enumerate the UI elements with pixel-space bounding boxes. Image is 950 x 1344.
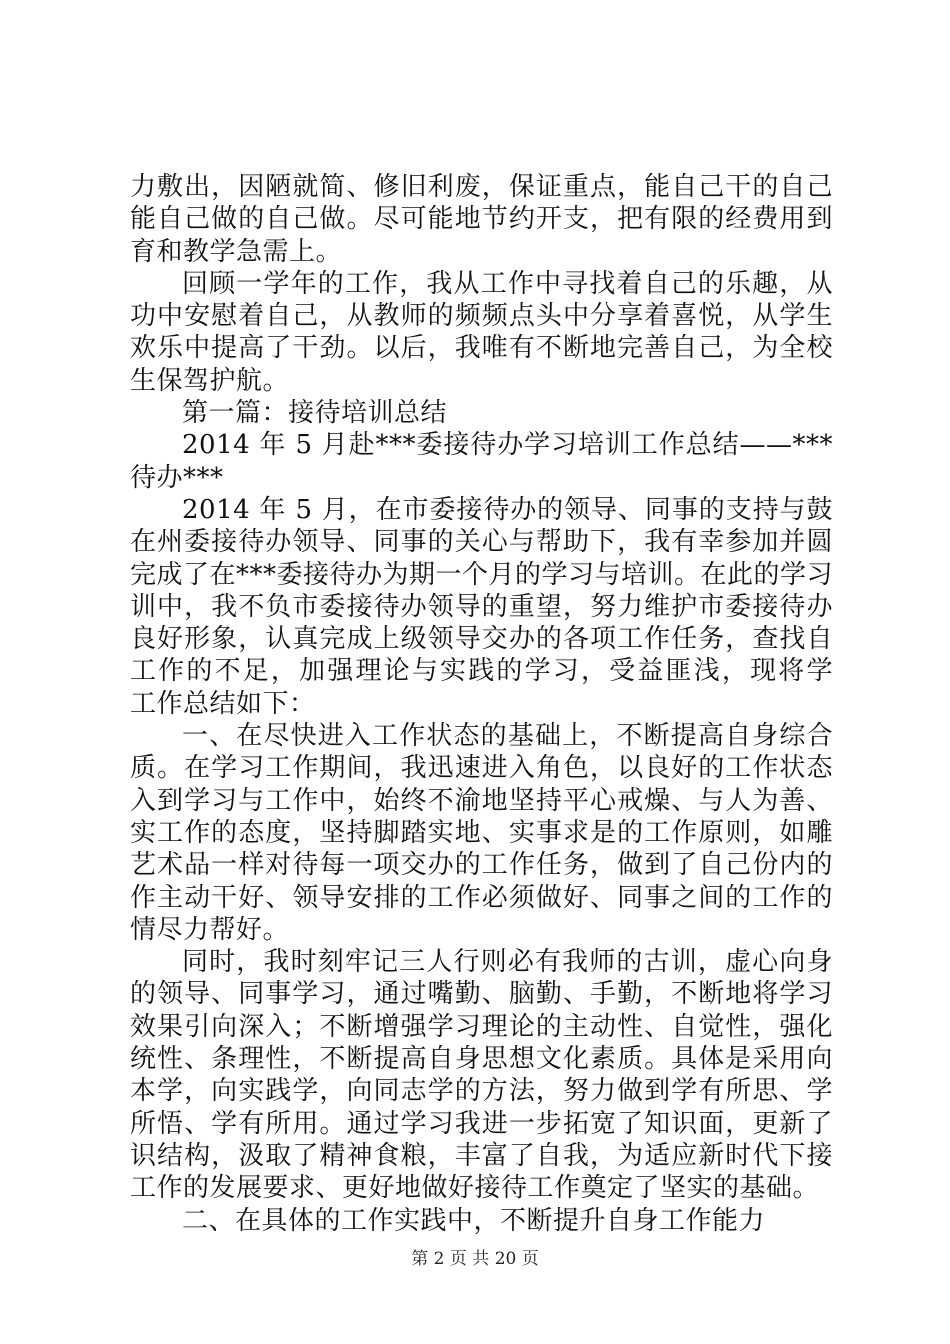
text-line: 质。在学习工作期间，我迅速进入角色，以良好的工作状态: [130, 753, 833, 784]
text-line: 2014 年 5 月，在市委接待办的领导、同事的支持与鼓: [182, 494, 833, 525]
text-line: 回顾一学年的工作，我从工作中寻找着自己的乐趣，从: [182, 268, 833, 299]
text-line: 二、在具体的工作实践中，不断提升自身工作能力: [182, 1205, 766, 1236]
text-line: 待办***: [130, 462, 224, 493]
text-line: 欢乐中提高了干劲。以后，我唯有不断地完善自己，为全校: [130, 333, 833, 364]
text-line: 良好形象，认真完成上级领导交办的各项工作任务，查找自: [130, 624, 833, 655]
document-body: [130, 171, 833, 1237]
text-line: 完成了在***委接待办为期一个月的学习与培训。在此的学习: [130, 559, 833, 590]
text-line: 所悟、学有所用。通过学习我进一步拓宽了知识面，更新了: [130, 1108, 833, 1139]
text-line: 实工作的态度，坚持脚踏实地、实事求是的工作原则，如雕: [130, 817, 833, 848]
text-line: 效果引向深入；不断增强学习理论的主动性、自觉性，强化: [130, 1011, 833, 1042]
text-line: 第一篇：接待培训总结: [182, 398, 448, 429]
page-footer: 第 2 页 共 20 页: [411, 1249, 539, 1269]
text-line: 作主动干好、领导安排的工作必须做好、同事之间的工作的: [130, 882, 833, 913]
text-line: 一、在尽快进入工作状态的基础上，不断提高自身综合: [182, 721, 833, 752]
text-line: 能自己做的自己做。尽可能地节约开支，把有限的经费用到: [130, 204, 833, 235]
text-line: 育和教学急需上。: [130, 236, 343, 267]
text-line: 2014 年 5 月赴***委接待办学习培训工作总结——***: [182, 430, 833, 461]
text-line: 艺术品一样对待每一项交办的工作任务，做到了自己份内的: [130, 850, 833, 881]
text-line: 在州委接待办领导、同事的关心与帮助下，我有幸参加并圆: [130, 527, 833, 558]
text-line: 识结构，汲取了精神食粮，丰富了自我，为适应新时代下接: [130, 1140, 833, 1171]
text-line: 情尽力帮好。: [130, 914, 290, 945]
text-line: 工作的不足，加强理论与实践的学习，受益匪浅，现将学: [130, 656, 833, 687]
text-line: 工作总结如下：: [130, 688, 316, 719]
text-line: 本学，向实践学，向同志学的方法，努力做到学有所思、学: [130, 1076, 833, 1107]
text-line: 训中，我不负市委接待办领导的重望，努力维护市委接待办: [130, 591, 833, 622]
text-line: 力敷出，因陋就简、修旧利废，保证重点，能自己干的自己: [130, 172, 833, 202]
text-line: 的领导、同事学习，通过嘴勤、脑勤、手勤，不断地将学习: [130, 979, 833, 1010]
text-line: 入到学习与工作中，始终不渝地坚持平心戒燥、与人为善、: [130, 785, 833, 816]
text-line: 工作的发展要求、更好地做好接待工作奠定了坚实的基础。: [130, 1173, 820, 1204]
text-line: 统性、条理性，不断提高自身思想文化素质。具体是采用向: [130, 1044, 833, 1075]
text-line: 生保驾护航。: [130, 365, 290, 396]
text-line: 功中安慰着自己，从教师的频频点头中分享着喜悦，从学生: [130, 301, 833, 332]
text-line: 同时，我时刻牢记三人行则必有我师的古训，虚心向身: [182, 947, 833, 978]
